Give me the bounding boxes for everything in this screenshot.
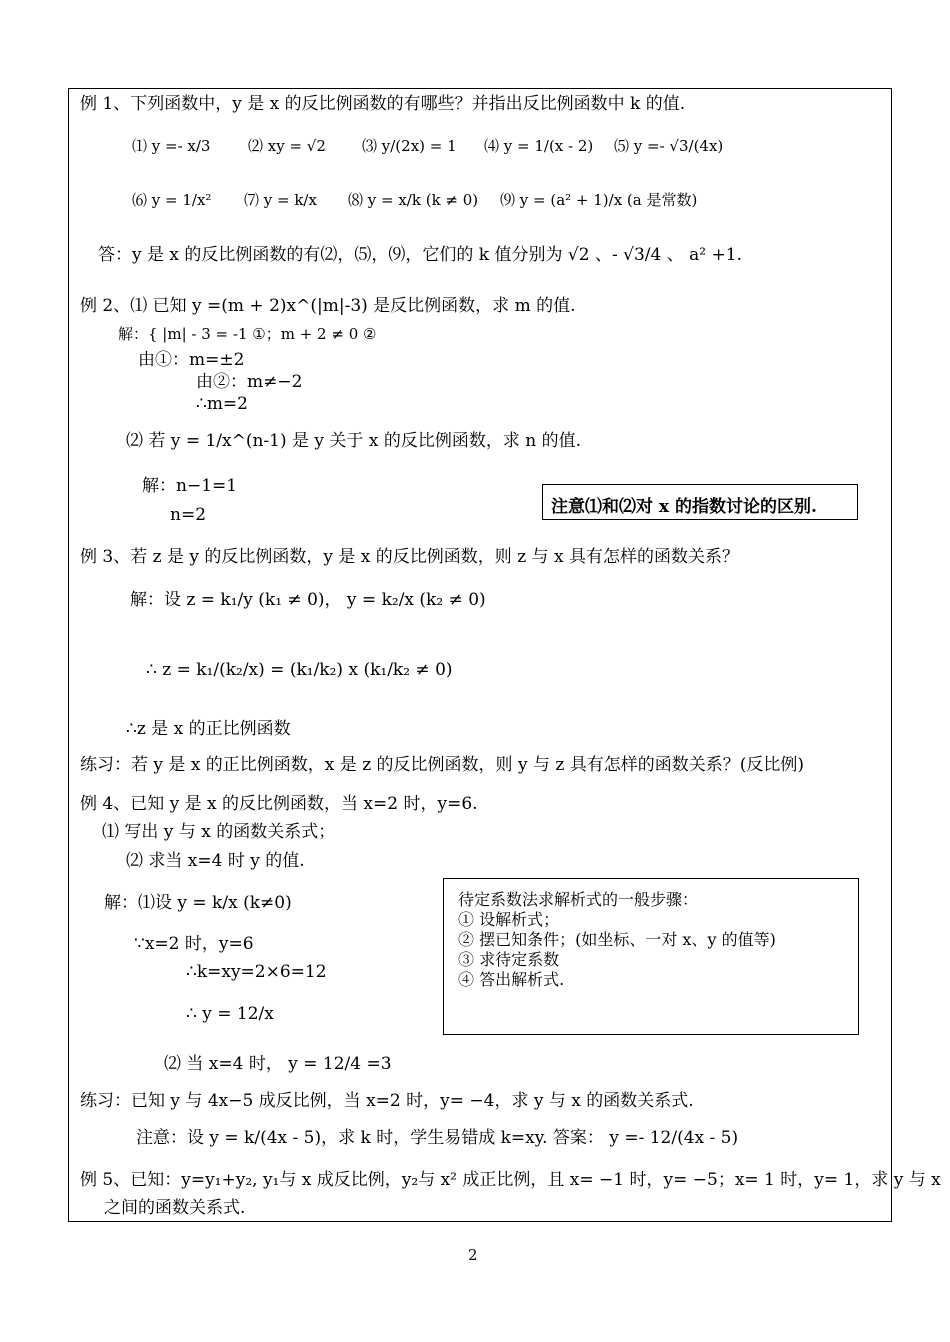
ex5-line1: 例 5、已知：y=y₁+y₂, y₁与 x 成反比例，y₂与 x² 成正比例，且 x= −1 时，y= −5；x= 1 时，y= 1，求 y 与 x [80,1170,941,1190]
ex2-s2: n=2 [170,505,207,525]
ex4-title: 例 4、已知 y 是 x 的反比例函数，当 x=2 时，y=6. [80,794,478,814]
ex1-formula-8: ⑻ y = x/k (k ≠ 0) [348,191,479,209]
ex1-answer: 答：y 是 x 的反比例函数的有⑵，⑸，⑼，它们的 k 值分别为 √2 、- √3/4 、 a² +1. [98,245,742,265]
ex2-solve: 解：{ |m| - 3 = -1 ①；m + 2 ≠ 0 ② [118,325,377,343]
step-1: ① 设解析式； [458,910,560,929]
ex2-line2: 由②：m≠−2 [196,372,303,392]
steps-title: 待定系数法求解析式的一般步骤： [458,890,699,909]
step-2: ② 摆已知条件；(如坐标、一对 x、y 的值等) [458,930,776,949]
step-4: ④ 答出解析式. [458,970,565,989]
ex4-s3: ∴k=xy=2×6=12 [186,962,327,982]
ex4-q1: ⑴ 写出 y 与 x 的函数关系式； [102,822,336,842]
ex3-line2: ∴ z = k₁/(k₂/x) = (k₁/k₂) x (k₁/k₂ ≠ 0) [146,660,453,680]
ex1-formula-7: ⑺ y = k/x [244,191,317,209]
ex5-line2: 之间的函数关系式. [104,1198,246,1218]
ex4-s2: ∵x=2 时，y=6 [134,934,254,954]
ex2-s1: 解：n−1=1 [142,476,238,496]
steps-box [443,878,859,1035]
ex1-formula-9: ⑼ y = (a² + 1)/x (a 是常数) [500,191,698,209]
ex4-s5: ⑵ 当 x=4 时， y = 12/4 =3 [164,1054,392,1074]
ex1-formula-3: ⑶ y/(2x) = 1 [362,137,457,155]
practice1: 练习：若 y 是 x 的正比例函数，x 是 z 的反比例函数，则 y 与 z 具有怎样的函数关系？(反比例) [80,755,805,775]
ex1-formula-6: ⑹ y = 1/x² [132,191,212,209]
ex2-note-box [542,484,858,520]
ex2-note: 注意⑴和⑵对 x 的指数讨论的区别. [551,497,817,517]
ex2-line3: ∴m=2 [196,394,248,414]
ex3-title: 例 3、若 z 是 y 的反比例函数，y 是 x 的反比例函数，则 z 与 x 具有怎样的函数关系？ [80,547,739,567]
ex1-formula-2: ⑵ xy = √2 [248,137,326,155]
ex1-title: 例 1、下列函数中，y 是 x 的反比例函数的有哪些？并指出反比例函数中 k 的值. [80,94,686,114]
practice2-line1: 练习：已知 y 与 4x−5 成反比例，当 x=2 时，y= −4，求 y 与 x 的函数关系式. [80,1091,694,1111]
ex2-title: 例 2、⑴ 已知 y =(m + 2)x^(|m|-3) 是反比例函数，求 m 的值. [80,296,576,316]
step-3: ③ 求待定系数 [458,950,560,969]
ex2-line1: 由①：m=±2 [138,350,245,370]
ex4-s1: 解：⑴设 y = k/x (k≠0) [104,893,292,913]
practice2-line2: 注意：设 y = k/(4x - 5)，求 k 时，学生易错成 k=xy. 答案： y =- 12/(4x - 5) [136,1128,739,1148]
page-number: 2 [468,1246,478,1264]
ex4-q2: ⑵ 求当 x=4 时 y 的值. [126,851,305,871]
ex1-formula-4: ⑷ y = 1/(x - 2) [484,137,594,155]
ex4-s4: ∴ y = 12/x [186,1004,274,1024]
ex3-line1: 解：设 z = k₁/y (k₁ ≠ 0)， y = k₂/x (k₂ ≠ 0) [130,590,486,610]
ex1-formula-1: ⑴ y =- x/3 [132,137,211,155]
ex2-q2: ⑵ 若 y = 1/x^(n-1) 是 y 关于 x 的反比例函数，求 n 的值. [126,431,581,451]
ex1-formula-5: ⑸ y =- √3/(4x) [614,137,724,155]
ex3-line3: ∴z 是 x 的正比例函数 [126,719,291,739]
